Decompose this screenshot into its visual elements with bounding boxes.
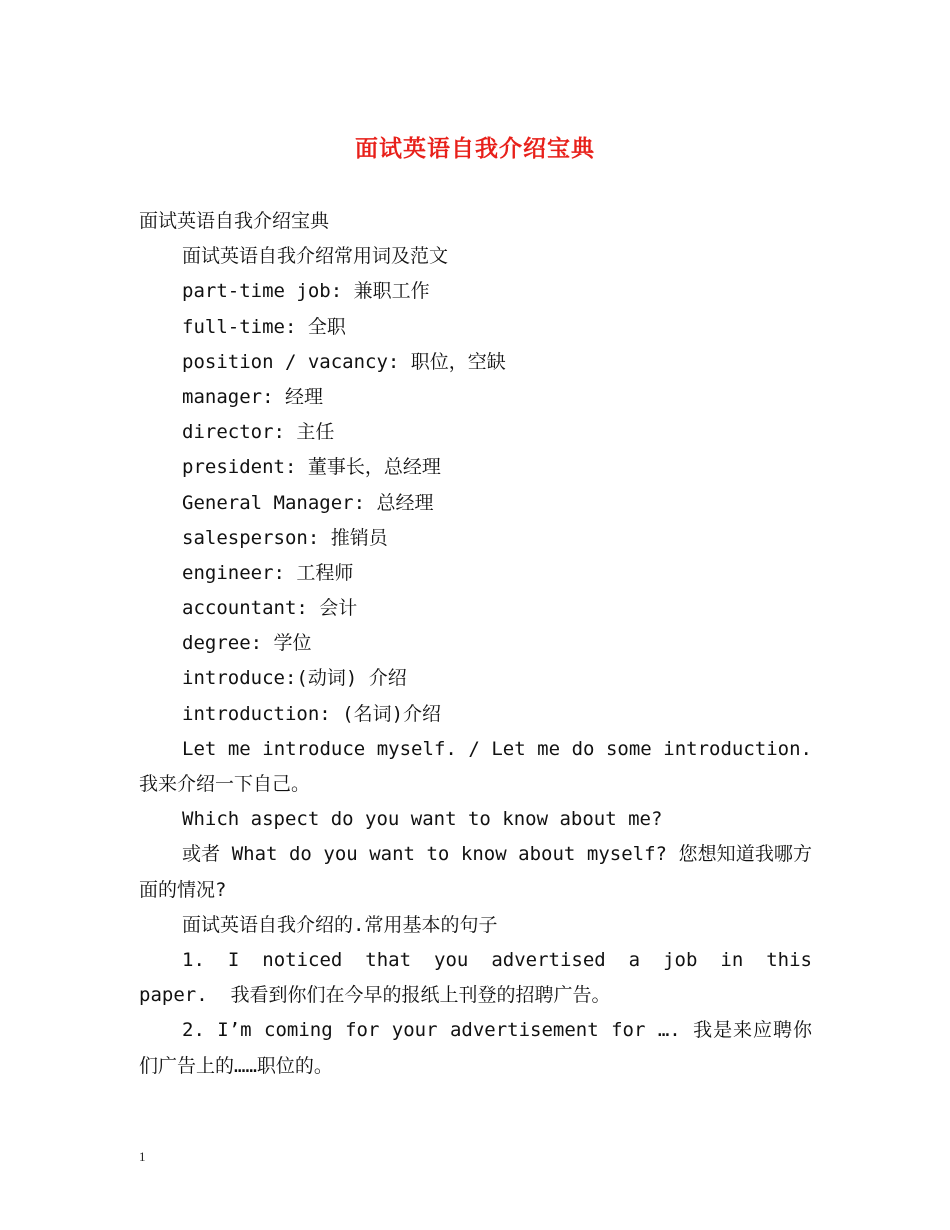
- vocab-line: engineer: 工程师: [182, 561, 354, 584]
- vocab-line: part-time job: 兼职工作: [182, 280, 430, 303]
- document-body: [139, 204, 812, 1084]
- document-title: 面试英语自我介绍宝典: [355, 135, 595, 162]
- vocab-line: position / vacancy: 职位，空缺: [182, 350, 506, 373]
- vocab-line: full-time: 全职: [182, 315, 346, 338]
- vocab-line: introduce:(动词) 介绍: [182, 667, 407, 690]
- section-heading: 面试英语自我介绍的.常用基本的句子: [182, 913, 498, 936]
- sentence-line: 2. I’m coming for your advertisement for …. 我是来应聘你: [182, 1019, 812, 1042]
- section-heading: 面试英语自我介绍常用词及范文: [182, 245, 449, 268]
- sentence-line: paper. 我看到你们在今早的报纸上刊登的招聘广告。: [139, 984, 611, 1007]
- vocab-line: salesperson: 推销员: [182, 526, 388, 549]
- vocab-line: manager: 经理: [182, 385, 323, 408]
- paragraph-line: Which aspect do you want to know about me?: [182, 808, 663, 831]
- vocab-line: president: 董事长，总经理: [182, 456, 441, 479]
- sentence-line: 们广告上的……职位的。: [139, 1054, 333, 1077]
- vocab-line: General Manager: 总经理: [182, 491, 434, 514]
- sentence-line: 1. I noticed that you advertised a job in this: [182, 948, 812, 971]
- page-number: 1: [139, 1149, 146, 1164]
- paragraph-line: Let me introduce myself. / Let me do some introduction.: [182, 737, 812, 760]
- body-heading: 面试英语自我介绍宝典: [139, 210, 330, 232]
- vocab-line: degree: 学位: [182, 632, 312, 655]
- paragraph-line: 我来介绍一下自己。: [139, 773, 311, 795]
- paragraph-line: 面的情况?: [139, 878, 227, 901]
- vocab-line: introduction: (名词)介绍: [182, 702, 442, 725]
- vocab-line: director: 主任: [182, 421, 335, 444]
- vocab-line: accountant: 会计: [182, 597, 358, 620]
- paragraph-line: 或者 What do you want to know about myself? 您想知道我哪方: [182, 843, 812, 866]
